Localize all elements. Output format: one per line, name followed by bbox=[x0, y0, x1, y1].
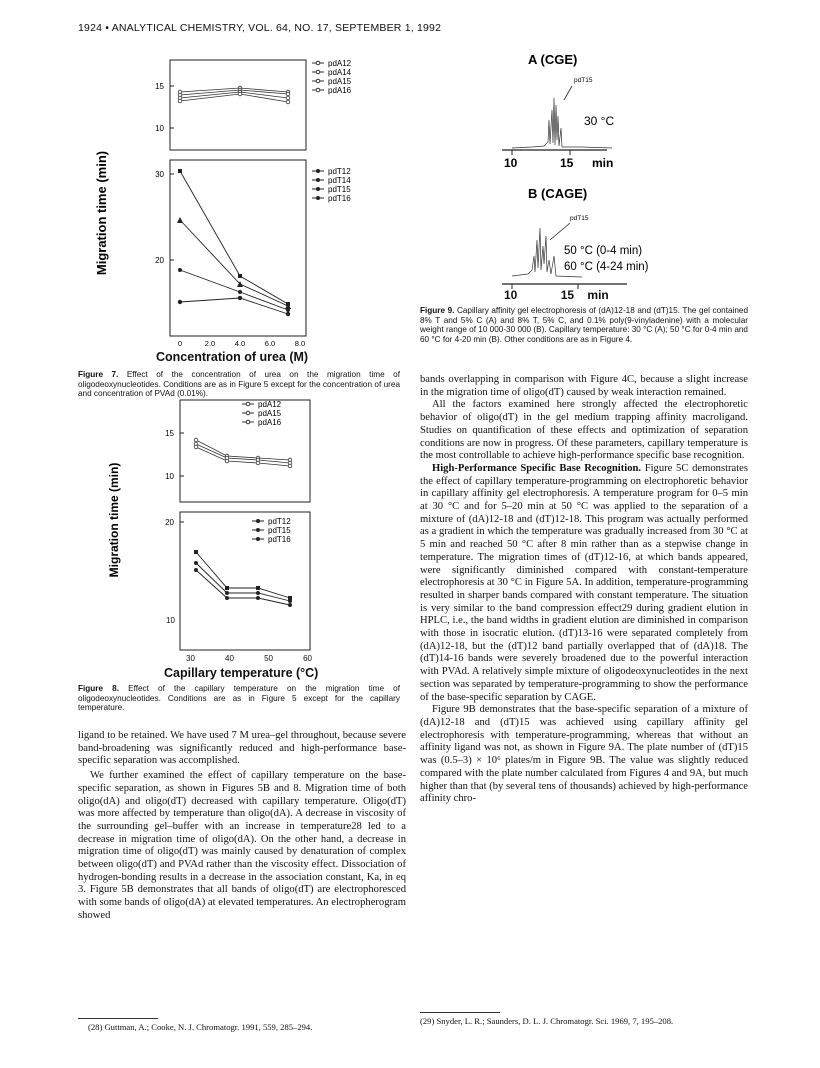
fig8-legend-pdt15: pdT15 bbox=[268, 526, 291, 535]
fig7-bottom-series bbox=[180, 171, 288, 314]
fig7-legend-pdt16: pdT16 bbox=[328, 194, 351, 203]
fig7-bottom-panel bbox=[170, 160, 306, 336]
fig7-ytick-top-1: 15 bbox=[155, 82, 164, 91]
section-heading-tail: Figure 5C bbox=[644, 462, 689, 474]
left-paragraph-1: ligand to be retained. We have used 7 M urea–gel throughout, because severe band-broadening was significantly reduced and high-performance base-specific separation was accomplished. bbox=[78, 730, 406, 767]
fig8-top-series bbox=[196, 440, 290, 466]
fig9-panelB-temp2: 60 °C (4-24 min) bbox=[564, 261, 649, 273]
fig8-legend-pda16: pdA16 bbox=[258, 418, 282, 427]
fig7-xtick-3: 6.0 bbox=[264, 339, 276, 348]
figure-7-plot bbox=[88, 48, 388, 368]
fig8-ytick-bot-2: 10 bbox=[166, 616, 175, 625]
right-paragraph-3 bbox=[420, 463, 748, 704]
fig8-ytick-top-2: 10 bbox=[165, 472, 174, 481]
fig7-xtick-1: 2.0 bbox=[204, 339, 216, 348]
section-heading: High-Performance Specific Base Recognition. bbox=[432, 462, 642, 474]
fig9-caption bbox=[420, 306, 748, 344]
fig8-legend-top bbox=[242, 400, 282, 427]
fig8-legend-pdt16: pdT16 bbox=[268, 535, 291, 544]
fig9-caption-label: Figure 9. bbox=[420, 306, 455, 315]
fig8-xtick-0: 30 bbox=[186, 654, 195, 663]
fig7-ytick-bot-2: 20 bbox=[155, 256, 164, 265]
fig7-caption bbox=[78, 370, 400, 399]
fig9-panelA-axis-unit: min bbox=[592, 156, 614, 170]
fig7-caption-label: Figure 7. bbox=[78, 370, 119, 379]
fig8-caption bbox=[78, 684, 400, 713]
fig7-top-series bbox=[180, 88, 288, 102]
right-footnote-rule bbox=[420, 1012, 500, 1013]
right-column-text bbox=[420, 374, 748, 806]
fig7-xtick-2: 4.0 bbox=[234, 339, 246, 348]
right-paragraph-2: All the factors examined here strongly affected the electrophoretic behavior of oligo(dT) in the gel medium trapping affinity macroligand. Studies on quantification of these effects and optimization of separation conditions are now in progress. Of these parameters, capillary temperature is the most controllable to achieve high-performance specific base recognition. bbox=[420, 399, 748, 462]
fig8-xlabel: Capillary temperature (°C) bbox=[164, 666, 319, 680]
fig7-xtick-0: 0 bbox=[177, 339, 183, 348]
fig8-xticks bbox=[186, 654, 312, 663]
figure-7 bbox=[88, 48, 388, 368]
fig7-ytick-top-2: 10 bbox=[155, 124, 164, 133]
right-paragraph-4: Figure 9B demonstrates that the base-specific separation of a mixture of (dA)12-18 and (dT)15 was achieved using capillary affinity gel electrophoresis with temperature-programming, whereas that without an affinity ligand was not, as shown in Figure 9A. The plate number of (dT)15 was (0.5–3) × 10⁶ plates/m in Figure 9B. The value was slightly reduced compared with the plate number calculated from Figures 4 and 9A, but much higher than that (by several tens of thousands) achieved by high-performance affinity chro- bbox=[420, 704, 748, 805]
fig9-panelA-temp: 30 °C bbox=[584, 114, 615, 128]
fig8-caption-label: Figure 8. bbox=[78, 684, 119, 693]
fig8-ytick-top-1: 15 bbox=[165, 429, 174, 438]
footnote-29: (29) Snyder, L. R.; Saunders, D. L. J. Chromatogr. Sci. 1969, 7, 195–208. bbox=[420, 1016, 674, 1026]
fig7-legend-pda16: pdA16 bbox=[328, 86, 352, 95]
right-paragraph-3-text: demonstrates the effect of capillary temperature-programming on electrophoretic behavior in capillary affinity gel electrophoresis. A temperature program for 0–5 min at 30 °C and for 5–20 min at 50 °C was applied to the separation of a mixture of (dA)12-18 and (dT)12-18. This program was actually performed as a gradient in which the temperature was gradually increased from 30 °C at 5 min and reached 50 °C after 8 min rather than as a stepwise change in temperature. The migration times of (dT)12-16, at which bands appeared, were significantly diminished compared with constant-temperature electrophoresis at 30 °C in Figure 5A. In addition, temperature-programming resulted in sharper bands compared with constant temperature. The situation is very similar to the band compression effect29 during gradient elution in HPLC, i.e., the band widths in gradient elution are diminished in comparison with those in isocratic elution. (dT)13-16 were separated completely from (dA)12-18, but the (dT)12 band partially overlapped that of (dA)18. The (dT)14-16 bands were severely broadened due to the powerful interaction with PVAd. A relatively simple mixture of oligodeoxynucleotides in the next section was separated by temperature-programming to show the performance of the base-specific separation by CAGE. bbox=[420, 462, 749, 703]
fig9-panelB-axis-10: 10 bbox=[504, 288, 518, 302]
left-column-text bbox=[78, 730, 406, 923]
fig7-ylabel: Migration time (min) bbox=[94, 150, 109, 276]
fig8-ytick-bot-1: 20 bbox=[165, 518, 174, 527]
fig9-panelB-title: B (CAGE) bbox=[528, 186, 588, 201]
fig8-xtick-3: 60 bbox=[303, 654, 312, 663]
fig7-legend-top bbox=[312, 59, 352, 95]
fig9-caption-text: Capillary affinity gel electrophoresis of (dA)12-18 and (dT)15. The gel contained 8% T and 5% C (A) and 8% T, 5% C, and 0.1% poly(9-vinyladenine) with a molecular weight range of 10 000-30 000 (B). Capillary temperature: 30 °C (A); 50 °C for 0-4 min and 60 °C for 4-20 min (B). Other conditions are as in Figure 4. bbox=[420, 306, 748, 344]
fig7-legend-pdt14: pdT14 bbox=[328, 176, 351, 185]
fig7-legend-pda14: pdA14 bbox=[328, 68, 352, 77]
fig8-legend-pdt12: pdT12 bbox=[268, 517, 291, 526]
fig8-bottom-series bbox=[196, 552, 290, 605]
fig9-panelB-peak-label: pdT15 bbox=[570, 215, 589, 222]
left-footnote-rule bbox=[78, 1018, 158, 1019]
figure-9 bbox=[492, 50, 732, 300]
fig7-top-panel bbox=[170, 60, 306, 150]
fig8-caption-text: Effect of the capillary temperature on the migration time of oligodeoxynucleotides. Conditions are as in Figure 5 except for the capillary temperature. bbox=[78, 684, 400, 713]
fig9-panelB-temp1: 50 °C (0-4 min) bbox=[564, 245, 643, 257]
fig7-xlabel: Concentration of urea (M) bbox=[156, 350, 309, 364]
fig9-panelB-axis-unit: min bbox=[587, 288, 609, 302]
fig7-ytick-bot-1: 30 bbox=[155, 170, 164, 179]
fig9-panelB-axis-15: 15 bbox=[560, 288, 575, 302]
running-header: 1924 • ANALYTICAL CHEMISTRY, VOL. 64, NO. 17, SEPTEMBER 1, 1992 bbox=[78, 22, 442, 34]
fig8-ylabel: Migration time (min) bbox=[107, 462, 121, 578]
fig9-panelA-title: A (CGE) bbox=[528, 52, 578, 67]
fig8-top-panel bbox=[180, 400, 310, 502]
right-paragraph-1: bands overlapping in comparison with Figure 4C, because a slight increase in the migration time of oligo(dT) caused by weak interaction remained. bbox=[420, 374, 748, 398]
fig8-xtick-1: 40 bbox=[225, 654, 234, 663]
figure-9-plot bbox=[492, 50, 732, 300]
fig9-panelA-axis-10: 10 bbox=[504, 156, 518, 170]
figure-8 bbox=[107, 400, 360, 600]
fig9-panelA-axis-15: 15 bbox=[560, 156, 574, 170]
fig7-legend-bottom bbox=[312, 167, 351, 203]
fig8-xtick-2: 50 bbox=[264, 654, 273, 663]
fig7-caption-text: Effect of the concentration of urea on the migration time of oligodeoxynucleotides. Conditions are as in Figure 5 except for the concentration of urea and concentration of PVAd (0.01%). bbox=[78, 370, 400, 399]
fig7-legend-pdt15: pdT15 bbox=[328, 185, 351, 194]
fig8-legend-bottom bbox=[252, 517, 291, 544]
fig7-legend-pda12: pdA12 bbox=[328, 59, 352, 68]
fig9-panelB-axis bbox=[504, 288, 609, 302]
fig7-legend-pda15: pdA15 bbox=[328, 77, 352, 86]
fig7-xtick-4: 8.0 bbox=[294, 339, 306, 348]
left-paragraph-2: We further examined the effect of capillary temperature on the base-specific separation, as shown in Figures 5B and 8. Migration time of both oligo(dA) and oligo(dT) decreased with capillary temperature. Oligo(dT) was more affected by temperature than oligo(dA). A decrease in viscosity of the surrounding gel–buffer with an increase in temperature28 led to a decrease in migration time of oligo(dA). On the other hand, a decrease in migration time of oligo(dT) was mainly caused by denaturation of complex between oligo(dT) and PVAd rather than the viscosity effect. Dissociation of hydrogen-bonding results in a decrease in the association constant, Ka, in eq 3. Figure 5B demonstrates that all bands of oligo(dT) are electrophoresced with some bands of oligo(dA) at elevated temperatures. An electropherogram showed bbox=[78, 770, 406, 921]
fig9-panelA-peak-label: pdT15 bbox=[574, 77, 593, 84]
fig8-legend-pda12: pdA12 bbox=[258, 400, 282, 409]
fig8-legend-pda15: pdA15 bbox=[258, 409, 282, 418]
footnote-28: (28) Guttman, A.; Cooke, N. J. Chromatogr. 1991, 559, 285–294. bbox=[88, 1022, 313, 1032]
figure-8-plot bbox=[107, 400, 360, 600]
fig7-legend-pdt12: pdT12 bbox=[328, 167, 351, 176]
